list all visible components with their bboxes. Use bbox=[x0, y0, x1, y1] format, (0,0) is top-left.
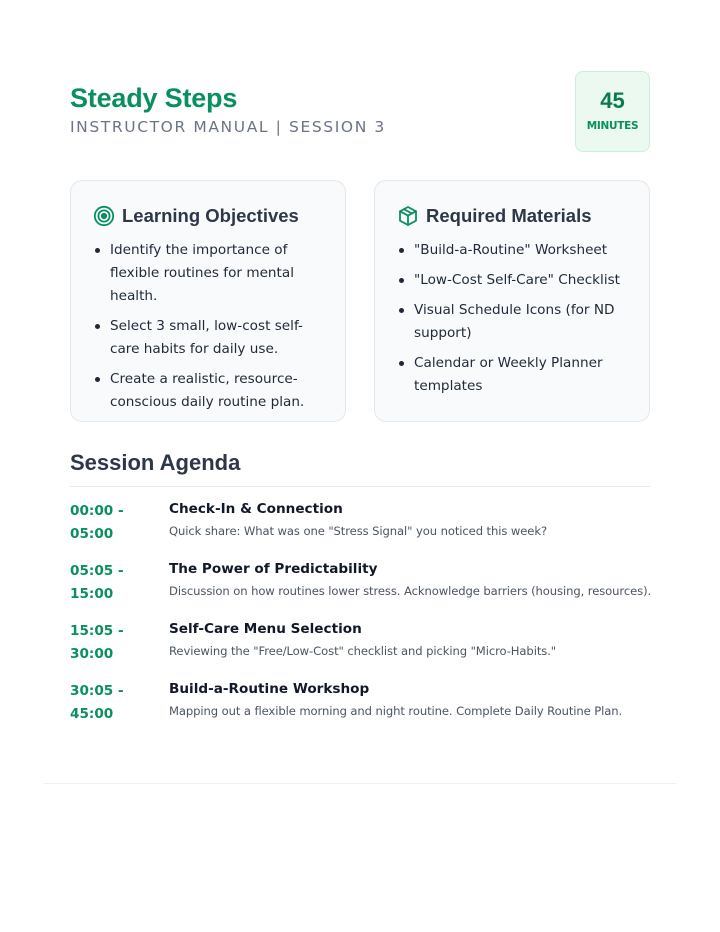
objectives-header bbox=[93, 203, 299, 229]
duration-value: 45 bbox=[600, 88, 625, 113]
box-icon bbox=[397, 205, 419, 227]
agenda-item bbox=[70, 680, 650, 740]
agenda-divider bbox=[70, 486, 650, 487]
agenda-item bbox=[70, 560, 650, 620]
agenda-desc: Discussion on how routines lower stress. Acknowledge barriers (housing, resources). bbox=[169, 584, 652, 598]
agenda-item bbox=[70, 620, 650, 680]
objective-item: Identify the importance of flexible routines for mental health. bbox=[93, 239, 331, 308]
materials-title: Required Materials bbox=[426, 205, 592, 226]
footer-divider bbox=[44, 783, 676, 784]
agenda-desc: Reviewing the "Free/Low-Cost" checklist and picking "Micro-Habits." bbox=[169, 644, 557, 658]
agenda-desc: Mapping out a flexible morning and night routine. Complete Daily Routine Plan. bbox=[169, 704, 623, 718]
agenda-item bbox=[70, 500, 650, 560]
header bbox=[70, 71, 650, 153]
material-item: Visual Schedule Icons (for ND support) bbox=[397, 299, 635, 345]
page-title: Steady Steps bbox=[70, 83, 238, 113]
agenda-time: 30:05 - 45:00 bbox=[70, 683, 124, 722]
agenda-name: The Power of Predictability bbox=[169, 561, 378, 577]
duration-unit: MINUTES bbox=[586, 120, 639, 132]
agenda-title: Session Agenda bbox=[70, 450, 241, 475]
agenda-time: 15:05 - 30:00 bbox=[70, 623, 124, 662]
material-item: "Build-a-Routine" Worksheet bbox=[397, 239, 635, 262]
material-item: Calendar or Weekly Planner templates bbox=[397, 352, 635, 398]
materials-card bbox=[374, 180, 650, 422]
objectives-title: Learning Objectives bbox=[122, 205, 299, 226]
agenda-name: Check-In & Connection bbox=[169, 501, 343, 517]
agenda-name: Self-Care Menu Selection bbox=[169, 621, 362, 637]
materials-list bbox=[397, 239, 635, 405]
objective-item: Create a realistic, resource-conscious daily routine plan. bbox=[93, 368, 331, 414]
agenda-time: 00:00 - 05:00 bbox=[70, 503, 124, 542]
duration-badge bbox=[575, 71, 650, 152]
objectives-card bbox=[70, 180, 346, 422]
materials-header bbox=[397, 203, 592, 229]
agenda-name: Build-a-Routine Workshop bbox=[169, 681, 370, 697]
agenda-desc: Quick share: What was one "Stress Signal" you noticed this week? bbox=[169, 524, 547, 538]
material-item: "Low-Cost Self-Care" Checklist bbox=[397, 269, 635, 292]
objectives-list bbox=[93, 239, 331, 421]
objective-item: Select 3 small, low-cost self-care habits for daily use. bbox=[93, 315, 331, 361]
agenda-time: 05:05 - 15:00 bbox=[70, 563, 124, 602]
page-subtitle: INSTRUCTOR MANUAL | SESSION 3 bbox=[70, 118, 386, 136]
agenda-list bbox=[70, 500, 650, 740]
target-icon bbox=[93, 205, 115, 227]
